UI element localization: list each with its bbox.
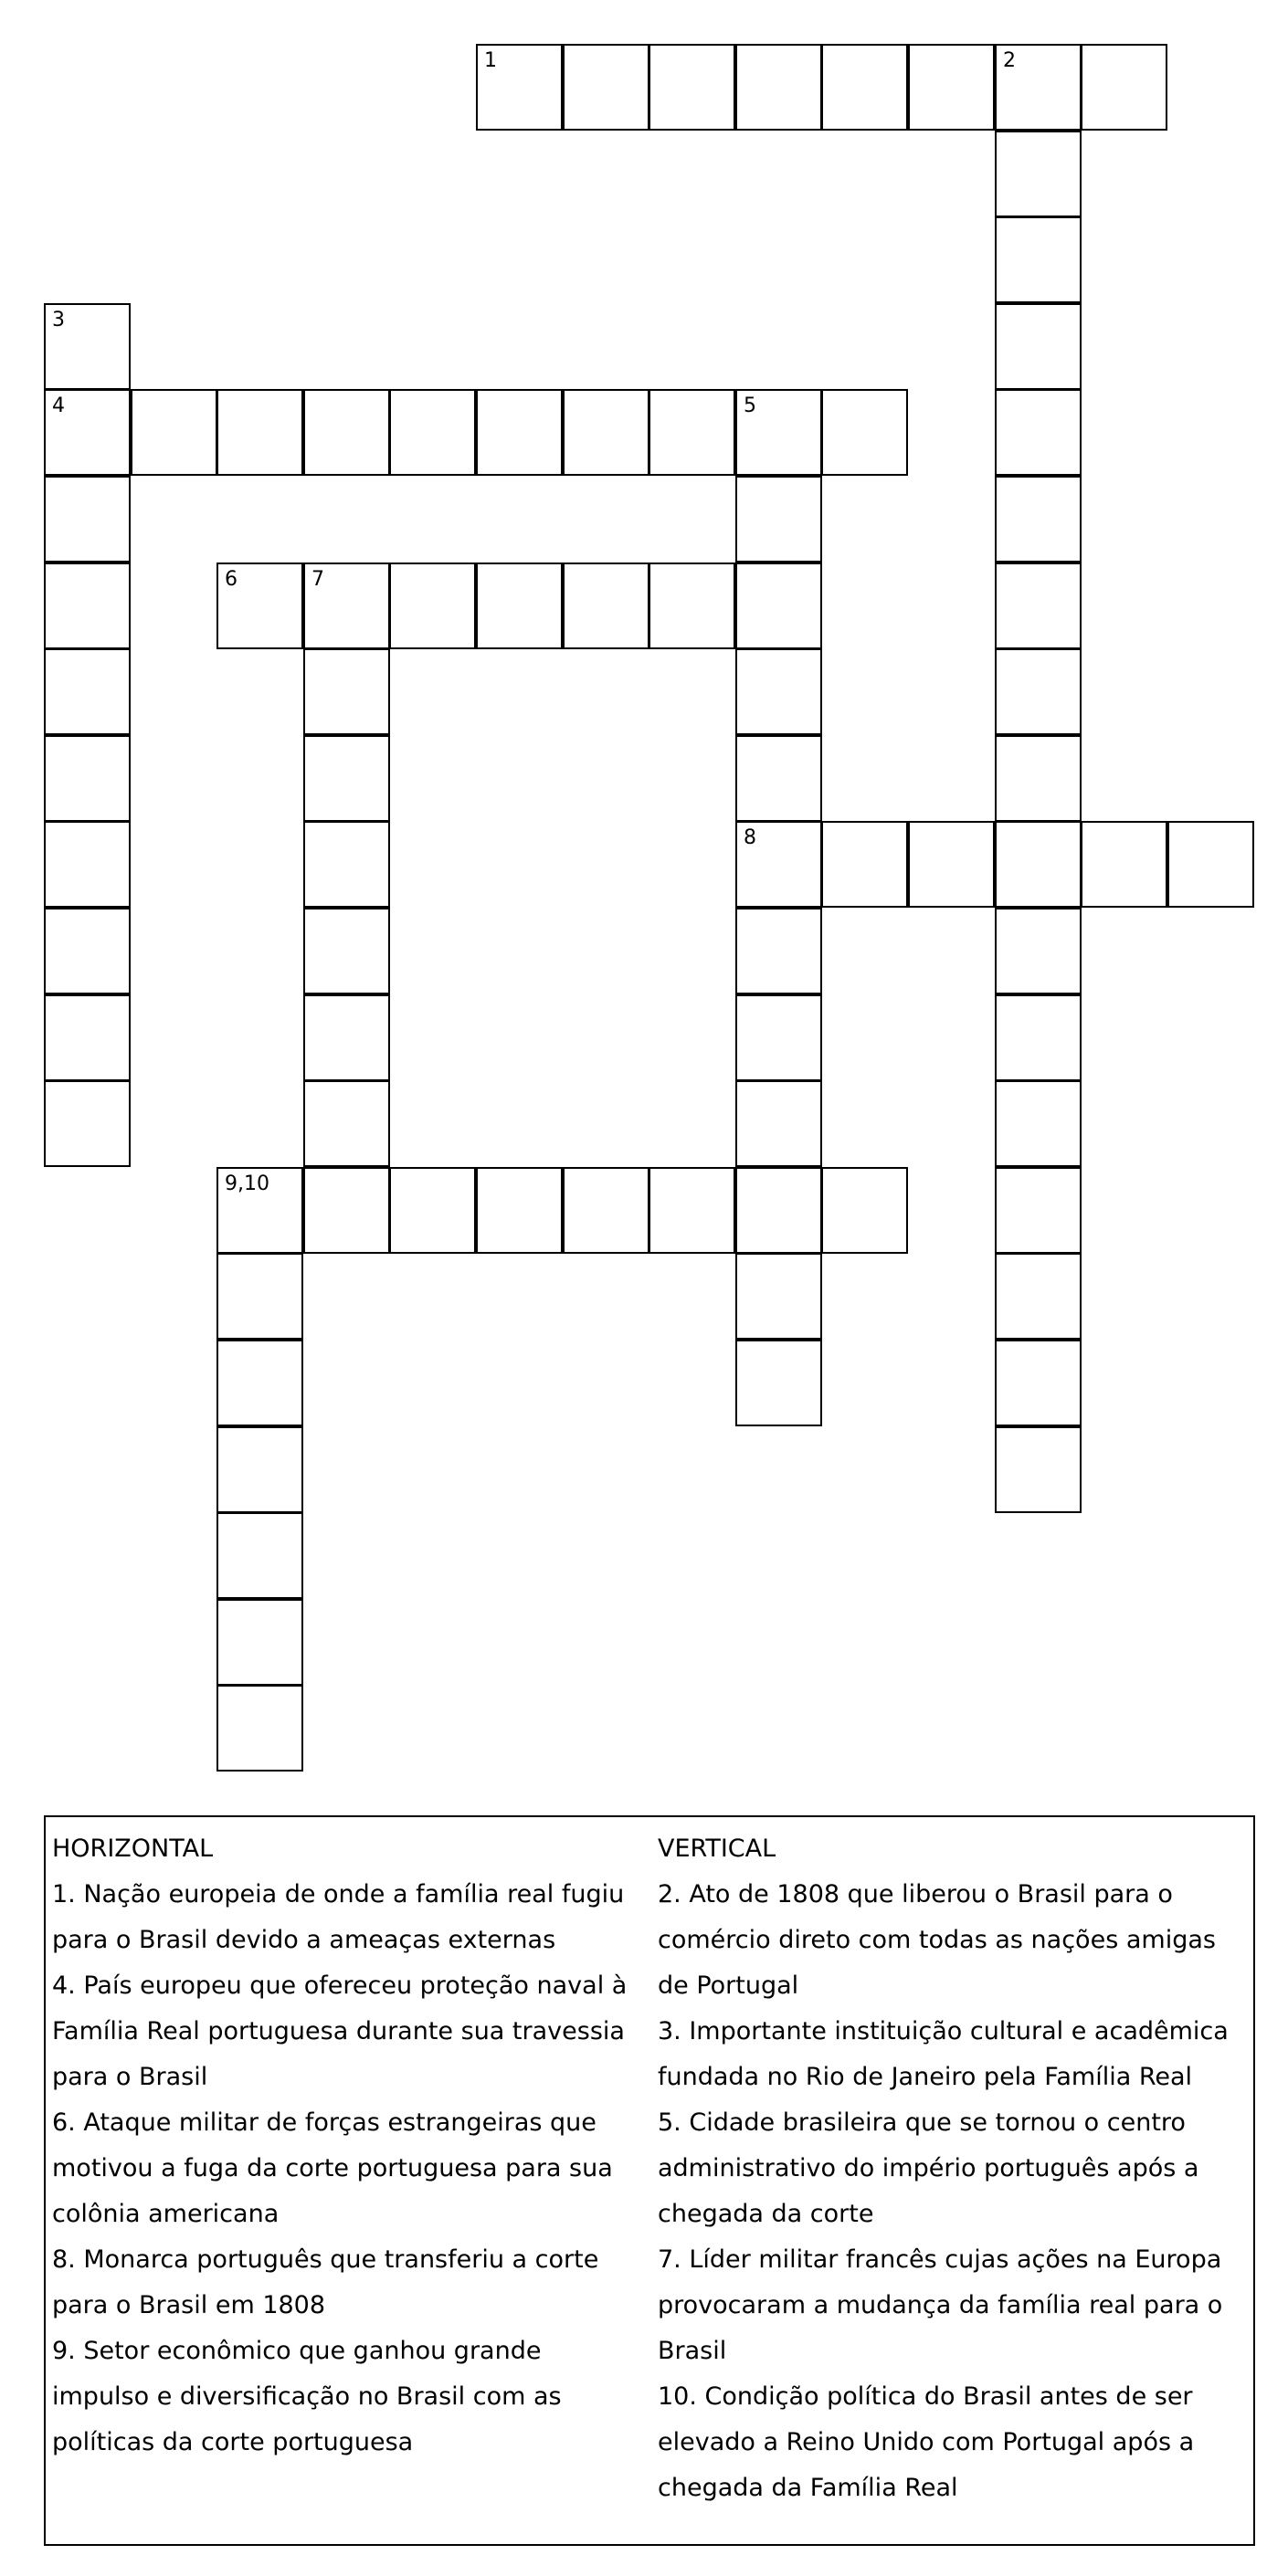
grid-cell[interactable] <box>44 735 131 822</box>
grid-cell[interactable] <box>995 1167 1082 1254</box>
grid-cell[interactable] <box>735 389 822 476</box>
grid-cell[interactable] <box>649 1167 735 1254</box>
grid-cell[interactable] <box>563 44 649 131</box>
grid-cell[interactable] <box>735 735 822 822</box>
grid-cell[interactable] <box>44 563 131 649</box>
horizontal-clue-9: 9. Setor econômico que ganhou grande impulso e diversificação no Brasil com as políticas da corte portuguesa <box>52 2337 562 2456</box>
grid-cell[interactable] <box>1081 44 1167 131</box>
grid-cell[interactable] <box>908 44 995 131</box>
grid-cell[interactable] <box>821 821 908 908</box>
grid-cell[interactable] <box>821 1167 908 1254</box>
grid-cell[interactable] <box>563 389 649 476</box>
grid-cell[interactable] <box>563 1167 649 1254</box>
clue-number: 8 <box>744 826 756 849</box>
grid-cell[interactable] <box>44 648 131 735</box>
grid-cell[interactable] <box>735 1080 822 1167</box>
grid-cell[interactable] <box>995 821 1082 908</box>
grid-cell[interactable] <box>1081 821 1167 908</box>
grid-cell[interactable] <box>303 821 390 908</box>
clue-number: 9,10 <box>225 1172 269 1195</box>
clue-number: 7 <box>311 568 324 591</box>
grid-cell[interactable] <box>216 1426 303 1513</box>
horizontal-clue-1: 1. Nação europeia de onde a família real fugiu para o Brasil devido a ameaças externas <box>52 1880 625 1954</box>
vertical-clue-10: 10. Condição política do Brasil antes de ser elevado a Reino Unido com Portugal após a chegada da Família Real <box>658 2382 1195 2502</box>
grid-cell[interactable] <box>649 389 735 476</box>
grid-cell[interactable] <box>303 908 390 994</box>
grid-cell[interactable] <box>303 1080 390 1167</box>
grid-cell[interactable] <box>995 1340 1082 1426</box>
grid-cell[interactable] <box>216 1340 303 1426</box>
clue-number: 5 <box>744 394 756 417</box>
clue-number: 1 <box>484 49 497 72</box>
grid-cell[interactable] <box>44 908 131 994</box>
grid-cell[interactable] <box>476 44 563 131</box>
grid-cell[interactable] <box>995 563 1082 649</box>
grid-cell[interactable] <box>649 44 735 131</box>
grid-cell[interactable] <box>303 648 390 735</box>
grid-cell[interactable] <box>303 563 390 649</box>
horizontal-clue-4: 4. País europeu que ofereceu proteção naval à Família Real portuguesa durante sua travessia para o Brasil <box>52 1971 628 2091</box>
vertical-clue-7: 7. Líder militar francês cujas ações na Europa provocaram a mudança da família real para o Brasil <box>658 2245 1223 2365</box>
grid-cell[interactable] <box>216 389 303 476</box>
grid-cell[interactable] <box>735 821 822 908</box>
grid-cell[interactable] <box>1167 821 1254 908</box>
grid-cell[interactable] <box>216 563 303 649</box>
grid-cell[interactable] <box>476 1167 563 1254</box>
grid-cell[interactable] <box>303 389 390 476</box>
grid-cell[interactable] <box>821 389 908 476</box>
clue-number: 4 <box>52 394 65 417</box>
grid-cell[interactable] <box>995 648 1082 735</box>
grid-cell[interactable] <box>303 994 390 1081</box>
grid-cell[interactable] <box>735 563 822 649</box>
grid-cell[interactable] <box>908 821 995 908</box>
grid-cell[interactable] <box>735 994 822 1081</box>
grid-cell[interactable] <box>303 735 390 822</box>
grid-cell[interactable] <box>389 1167 476 1254</box>
vertical-clue-2: 2. Ato de 1808 que liberou o Brasil para o comércio direto com todas as nações amigas de Portugal <box>658 1880 1216 2000</box>
grid-cell[interactable] <box>389 563 476 649</box>
grid-cell[interactable] <box>44 994 131 1081</box>
grid-cell[interactable] <box>303 1167 390 1254</box>
grid-cell[interactable] <box>216 1599 303 1686</box>
grid-cell[interactable] <box>735 1340 822 1426</box>
grid-cell[interactable] <box>735 476 822 563</box>
grid-cell[interactable] <box>995 303 1082 390</box>
clue-number: 2 <box>1003 49 1016 72</box>
grid-cell[interactable] <box>649 563 735 649</box>
grid-cell[interactable] <box>995 908 1082 994</box>
grid-cell[interactable] <box>563 563 649 649</box>
grid-cell[interactable] <box>995 735 1082 822</box>
grid-cell[interactable] <box>216 1253 303 1340</box>
grid-cell[interactable] <box>735 908 822 994</box>
grid-cell[interactable] <box>995 994 1082 1081</box>
grid-cell[interactable] <box>995 216 1082 303</box>
grid-cell[interactable] <box>216 1167 303 1254</box>
vertical-clue-5: 5. Cidade brasileira que se tornou o centro administrativo do império português após a chegada da corte <box>658 2108 1199 2228</box>
vertical-clues <box>658 1826 1251 2511</box>
horizontal-clue-6: 6. Ataque militar de forças estrangeiras que motivou a fuga da corte portuguesa para sua colônia americana <box>52 2108 613 2228</box>
grid-cell[interactable] <box>44 389 131 476</box>
grid-cell[interactable] <box>735 1253 822 1340</box>
clue-number: 3 <box>52 309 65 331</box>
horizontal-heading: HORIZONTAL <box>52 1835 214 1863</box>
grid-cell[interactable] <box>476 563 563 649</box>
grid-cell[interactable] <box>44 821 131 908</box>
clue-number: 6 <box>225 568 238 591</box>
grid-cell[interactable] <box>995 1426 1082 1513</box>
grid-cell[interactable] <box>216 1685 303 1772</box>
grid-cell[interactable] <box>995 44 1082 131</box>
grid-cell[interactable] <box>131 389 217 476</box>
grid-cell[interactable] <box>735 44 822 131</box>
grid-cell[interactable] <box>44 1080 131 1167</box>
horizontal-clue-8: 8. Monarca português que transferiu a corte para o Brasil em 1808 <box>52 2245 599 2319</box>
grid-cell[interactable] <box>476 389 563 476</box>
grid-cell[interactable] <box>735 1167 822 1254</box>
grid-cell[interactable] <box>735 648 822 735</box>
grid-cell[interactable] <box>995 1080 1082 1167</box>
grid-cell[interactable] <box>995 1253 1082 1340</box>
vertical-clue-3: 3. Importante instituição cultural e acadêmica fundada no Rio de Janeiro pela Família Real <box>658 2017 1229 2091</box>
clues-box <box>44 1815 1255 2546</box>
grid-cell[interactable] <box>995 131 1082 217</box>
horizontal-clues <box>52 1826 646 2466</box>
vertical-heading: VERTICAL <box>658 1835 776 1863</box>
grid-cell[interactable] <box>389 389 476 476</box>
grid-cell[interactable] <box>44 303 131 390</box>
grid-cell[interactable] <box>995 389 1082 476</box>
grid-cell[interactable] <box>216 1512 303 1599</box>
grid-cell[interactable] <box>821 44 908 131</box>
grid-cell[interactable] <box>995 476 1082 563</box>
grid-cell[interactable] <box>44 476 131 563</box>
